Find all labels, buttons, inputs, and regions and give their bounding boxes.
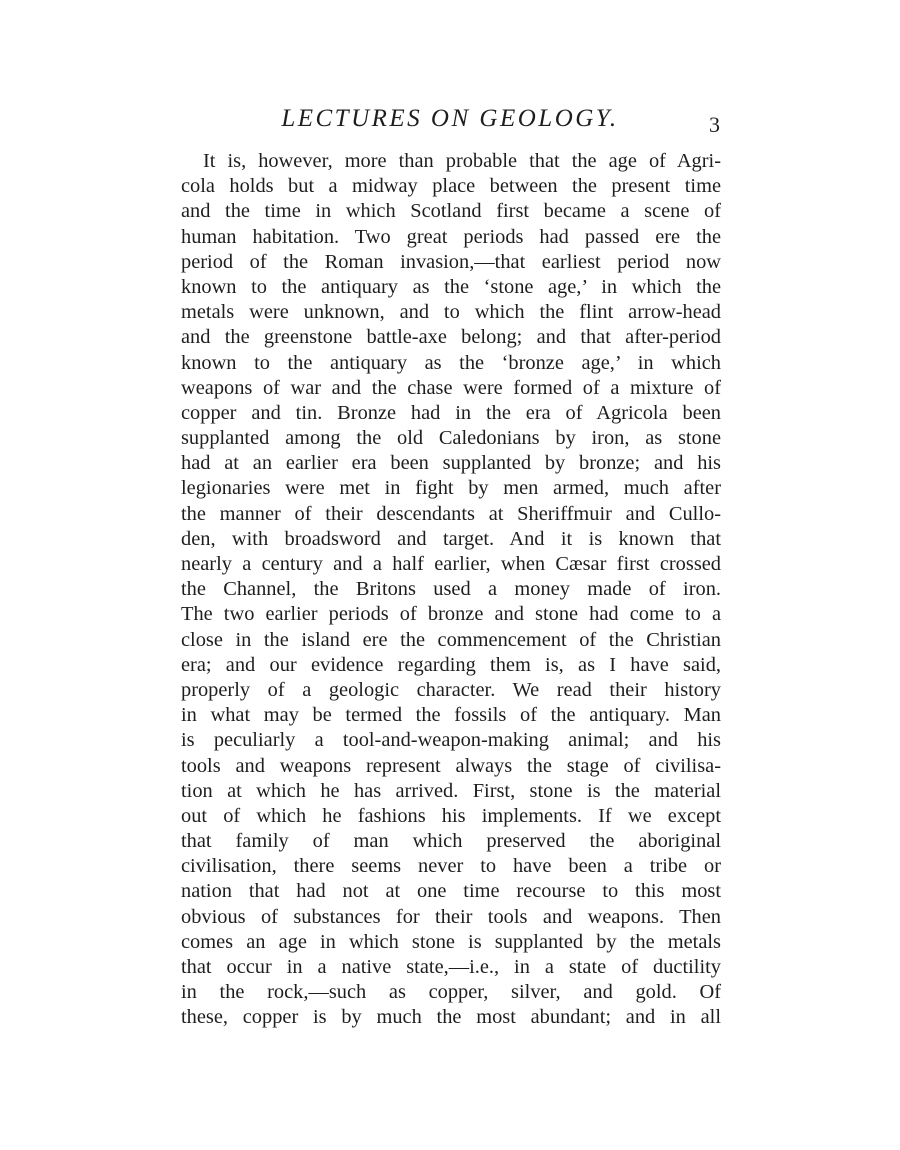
text-line: the Channel, the Britons used a money made of iron. (181, 578, 721, 601)
running-head (0, 104, 900, 138)
text-line: obvious of substances for their tools and weapons. Then (181, 905, 721, 928)
text-line: nearly a century and a half earlier, when Cæsar first crossed (181, 553, 721, 575)
text-line: civilisation, there seems never to have been a tribe or (181, 855, 721, 878)
text-line: had at an earlier era been supplanted by bronze; and his (181, 452, 721, 475)
text-line: legionaries were met in fight by men armed, much after (181, 477, 721, 500)
text-line: period of the Roman invasion,—that earliest period now (181, 250, 721, 273)
text-line: era; and our evidence regarding them is, as I have said, (181, 653, 721, 676)
text-line: comes an age in which stone is supplanted by the metals (181, 930, 721, 953)
text-line: known to the antiquary as the ‘bronze age,’ in which (181, 351, 721, 374)
text-line: copper and tin. Bronze had in the era of Agricola been (181, 401, 721, 424)
running-title: LECTURES ON GEOLOGY. (281, 105, 619, 132)
text-line: human habitation. Two great periods had passed ere the (181, 225, 721, 248)
text-line: nation that had not at one time recourse to this most (181, 880, 721, 903)
text-line: tion at which he has arrived. First, stone is the material (181, 779, 721, 802)
text-line: weapons of war and the chase were formed of a mixture of (181, 376, 721, 399)
text-line: the manner of their descendants at Sheriffmuir and Cullo- (181, 502, 721, 525)
text-line: that occur in a native state,—i.e., in a state of ductility (181, 956, 721, 978)
text-line: out of which he fashions his implements. If we except (181, 804, 721, 827)
page-number: 3 (709, 112, 720, 137)
text-line: properly of a geologic character. We read their history (181, 678, 721, 701)
text-line: in the rock,—such as copper, silver, and gold. Of (181, 981, 721, 1004)
text-line: The two earlier periods of bronze and stone had come to a (181, 603, 721, 626)
text-line: It is, however, more than probable that the age of Agri- (203, 150, 721, 172)
text-line: close in the island ere the commencement of the Christian (181, 628, 721, 651)
text-line: supplanted among the old Caledonians by iron, as stone (181, 427, 721, 450)
text-line: these, copper is by much the most abundant; and in all (181, 1006, 721, 1029)
text-line: known to the antiquary as the ‘stone age,’ in which the (181, 275, 721, 298)
text-line: and the greenstone battle-axe belong; and that after-period (181, 326, 721, 349)
text-line: tools and weapons represent always the stage of civilisa- (181, 754, 721, 777)
text-line: that family of man which preserved the aboriginal (181, 830, 721, 853)
text-line: in what may be termed the fossils of the antiquary. Man (181, 704, 721, 727)
text-line: cola holds but a midway place between the present time (181, 175, 721, 198)
text-line: metals were unknown, and to which the flint arrow-head (181, 301, 721, 324)
text-line: and the time in which Scotland first became a scene of (181, 200, 721, 223)
text-line: is peculiarly a tool-and-weapon-making animal; and his (181, 729, 721, 752)
text-line: den, with broadsword and target. And it is known that (181, 527, 721, 550)
body-paragraph (181, 149, 721, 1031)
